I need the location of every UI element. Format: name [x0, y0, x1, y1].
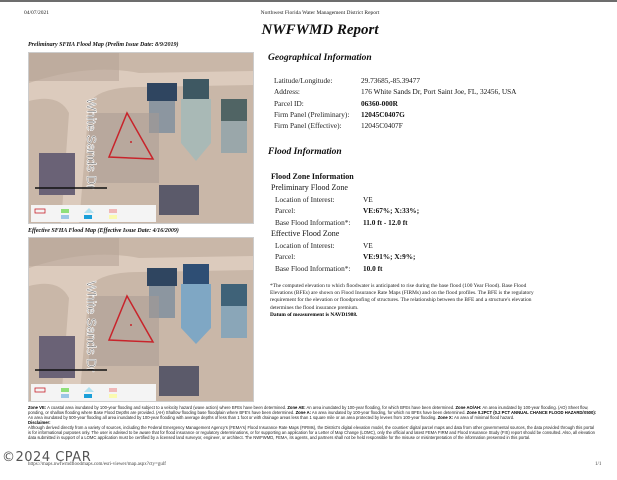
- label: Base Flood Information*:: [275, 217, 351, 227]
- copyright-watermark: ©2024 CPAR: [2, 450, 92, 465]
- disclaimer-label: Disclaimer:: [28, 420, 51, 425]
- label: Parcel ID:: [274, 98, 304, 108]
- top-border: [0, 0, 617, 2]
- value: 12045C0407G: [361, 109, 405, 119]
- zone-ve-text: A coastal area inundated by 100-year flooding and subject to a velocity hazard (wave action) where BFEs have been determined.: [46, 405, 288, 410]
- flood-zone-title: Flood Zone Information: [271, 172, 354, 181]
- aerial-map-image: [29, 238, 254, 402]
- preliminary-zone-title: Preliminary Flood Zone: [271, 183, 348, 192]
- svg-text:White Sands Dr: White Sands Dr: [84, 98, 99, 190]
- value: VE:67%; X:33%;: [363, 206, 420, 215]
- effective-zone-title: Effective Flood Zone: [271, 229, 340, 238]
- geo-row-parcel-id: [274, 98, 516, 109]
- preliminary-map-caption: Preliminary SFHA Flood Map (Prelim Issue Date: 8/9/2019): [28, 42, 179, 48]
- value: 10.0 ft: [363, 263, 383, 273]
- zone-x-label: Zone X:: [437, 415, 454, 420]
- geo-info-heading: Geographical Information: [268, 53, 372, 63]
- zone-x-text: An area of minimal flood hazard.: [453, 415, 515, 420]
- geo-row-address: [274, 86, 516, 97]
- label: Parcel:: [275, 252, 296, 261]
- geo-row-firm-effective: [274, 120, 516, 131]
- effective-row-parcel: [271, 251, 419, 263]
- bfe-footnote-text: *The computed elevation to which floodwater is anticipated to rise during the base flood (100 Year Flood). Base Flood Elevations (BFEs) are shown on Flood Insurance Rate Maps (FIRMs) and on the flood profiles. The BFE is the regulatory requirement for the elevation or floodproofing of structures. The relationship between the BFE and a structure's elevation determines the flood insurance premium.: [270, 283, 534, 311]
- zone-ae-text: An area inundated by 100-year flooding, for which BFEs have been determined.: [305, 405, 456, 410]
- label: Location of Interest:: [275, 240, 335, 250]
- label: Location of Interest:: [275, 194, 335, 204]
- value: 06360-000R: [361, 98, 398, 108]
- zone-aoah-label: Zone AO/AH:: [455, 405, 482, 410]
- zone-definitions: [28, 405, 598, 440]
- bfe-footnote: [270, 283, 550, 319]
- label: Firm Panel (Preliminary):: [274, 109, 350, 119]
- preliminary-flood-map[interactable]: [28, 52, 254, 224]
- page-number: 1/1: [595, 462, 602, 467]
- label: Parcel:: [275, 206, 296, 215]
- datum-note: Datum of measurement is NAVD1988.: [270, 311, 358, 318]
- zone-x500-text: An area inundated by 500-year flooding all area inundated by 100-year flooding with average depths of less than 1 foot or with drainage areas less than 1 square mile or an area protected by levees from 100-year flooding.: [28, 415, 438, 420]
- label: Latitude/Longitude:: [274, 76, 333, 85]
- value: 11.0 ft - 12.0 ft: [363, 217, 408, 227]
- prelim-row-parcel: [271, 205, 419, 217]
- footer-url-link[interactable]: https://maps.nwfwmdfloodmaps.com/esri-viewer/map.aspx?cty=gulf: [28, 462, 166, 467]
- geo-row-firm-prelim: [274, 109, 516, 120]
- geo-row-latlon: [274, 75, 516, 86]
- value: VE: [363, 194, 373, 204]
- svg-text:White Sands Dr: White Sands Dr: [84, 281, 99, 373]
- zone-ve-label: Zone VE:: [28, 405, 47, 410]
- effective-map-caption: Effective SFHA Flood Map (Effective Issue Date: 4/16/2009): [28, 228, 179, 234]
- value: 12045C0407F: [361, 121, 403, 131]
- flood-info-heading: Flood Information: [268, 147, 342, 157]
- label: Base Flood Information*:: [275, 263, 351, 273]
- zone-a-label: Zone A:: [295, 410, 311, 415]
- disclaimer-text: Although derived directly from a variety of sources, including the Federal Emergency Management Agency's (FEMA's) Flood Insurance Rate Maps (FIRMs), the District's digital elevation model, the counties' digital parcel maps and data from other governmental sources, the data provided through this portal is for informational purposes only. The user is advised to be aware that for flood insurance or regulatory determinations, or for supporting an application for a Letter of Map Change (LOMC), only the official and latest FEMA FIRM and Flood Insurance Study (FIS) report should be consulted. Also, all elevation data submitted in support of a LOMC application must be certified by a licensed land surveyor, engineer, or architect. The NWFWMD, FEMA, its agents, and partners shall not be held responsible for the misuse or misinterpretation of the information presented in this portal.: [28, 425, 596, 440]
- zone-x500-label: Zone 0.2PCT (0.2 PCT ANNUAL CHANCE FLOOD HAZARD/X500):: [466, 410, 597, 415]
- value: VE:91%; X:9%;: [363, 252, 416, 261]
- geo-info-table: [274, 75, 516, 131]
- zone-ae-label: Zone AE:: [287, 405, 306, 410]
- effective-row-bfe: [271, 263, 419, 275]
- page-title: NWFWMD Report: [261, 22, 379, 38]
- value: 176 White Sands Dr, Port Saint Joe, FL, 32456, USA: [361, 87, 517, 97]
- aerial-map-image: [29, 53, 254, 224]
- zone-aoah-text: An area inundated by 100-year flooding. (AO) Sheet flow, ponding, or shallow flooding where Base Flood Depths are provided. (AH) Shallow flooding base floodplain where BFE's have been determined.: [28, 405, 589, 415]
- value: VE: [363, 240, 373, 250]
- label: Address:: [274, 87, 300, 97]
- label: Firm Panel (Effective):: [274, 121, 342, 131]
- flood-zone-info: [271, 171, 419, 274]
- value: 29.73685,-85.39477: [361, 76, 420, 85]
- effective-row-location: [271, 240, 419, 252]
- prelim-row-bfe: [271, 217, 419, 229]
- report-header-text: Northwest Florida Water Management District Report: [260, 10, 380, 16]
- prelim-row-location: [271, 194, 419, 206]
- effective-flood-map[interactable]: [28, 237, 254, 402]
- report-date: 04/07/2021: [24, 10, 50, 16]
- zone-a-text: An area inundated by 100-year flooding, for which no BFEs have been determined.: [311, 410, 467, 415]
